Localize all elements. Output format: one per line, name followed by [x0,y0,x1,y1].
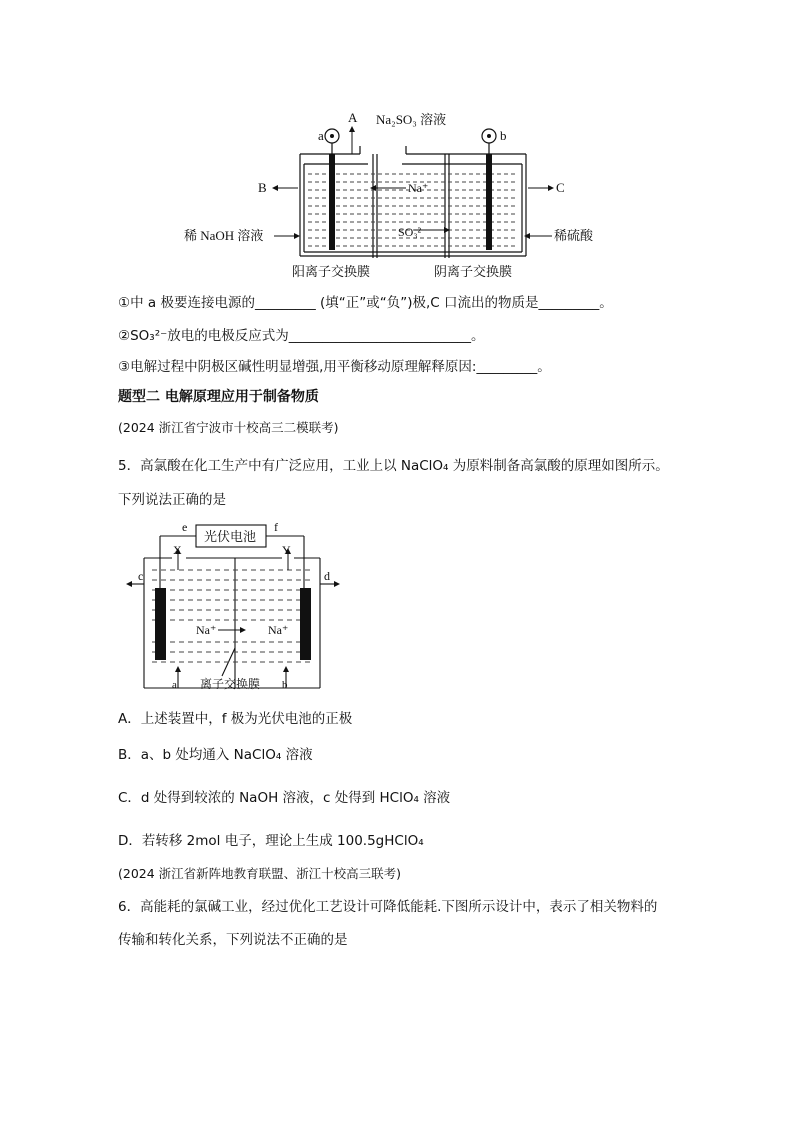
fig2-battery-label: 光伏电池 [204,529,257,544]
fig1-port-B: B [258,180,267,195]
section-title: 题型二 电解原理应用于制备物质 [118,389,319,405]
fig2-f-label: f [274,520,278,534]
fig2-d-label: d [324,569,330,583]
fig1-inlet-left: 稀 NaOH 溶液 [184,228,264,243]
fig1-port-C: C [556,180,565,195]
q6-stem-line1: 6．高能耗的氯碱工业，经过优化工艺设计可降低能耗.下图所示设计中，表示了相关物料的 [118,899,658,915]
electrolysis-figure-1 [180,108,594,288]
fig1-electrode-a: a [318,128,324,143]
fig2-membrane-label: 离子交换膜 [200,677,261,691]
fig2-na-left: Na⁺ [196,623,217,637]
electrolysis-figure-2 [122,518,346,696]
fig2-Y-label: Y [282,543,291,557]
sub-question-2: ②SO₃²⁻放电的电极反应式为___________________________。 [118,328,485,344]
sub-question-1: ①中 a 极要连接电源的_________ (填“正”或“负”)极,C 口流出的物质是_________。 [118,295,613,311]
q5-stem-line2: 下列说法正确的是 [118,492,226,508]
fig1-membrane-right: 阴离子交换膜 [434,264,513,279]
q5-option-d: D．若转移 2mol 电子，理论上生成 100.5gHClO₄ [118,833,424,849]
q5-option-b: B．a、b 处均通入 NaClO₄ 溶液 [118,747,313,763]
fig1-membrane-left: 阳离子交换膜 [292,264,371,279]
fig1-electrode-b: b [500,128,507,143]
fig1-ion-so3: SO₃²⁻ [398,225,428,239]
source-citation-2: (2024 浙江省新阵地教育联盟、浙江十校高三联考) [118,866,402,881]
q5-option-c: C．d 处得到较浓的 NaOH 溶液，c 处得到 HClO₄ 溶液 [118,790,451,806]
q6-stem-line2: 传输和转化关系，下列说法不正确的是 [118,932,348,948]
fig2-na-right: Na⁺ [268,623,289,637]
fig2-X-label: X [173,543,182,557]
fig1-inlet-right: 稀硫酸 [554,228,594,243]
q5-option-a: A．上述装置中，f 极为光伏电池的正极 [118,711,353,727]
fig1-top-label: Na₂SO₃ 溶液 [376,112,447,127]
sub-question-3: ③电解过程中阴极区碱性明显增强,用平衡移动原理解释原因:_________。 [118,359,551,375]
source-citation-1: (2024 浙江省宁波市十校高三二模联考) [118,420,339,435]
fig2-e-label: e [182,520,188,534]
fig1-ion-na: Na⁺ [408,181,429,195]
fig1-port-A: A [348,110,358,125]
fig2-a-label: a [172,679,177,691]
fig2-b-label: b [282,679,288,691]
fig2-c-label: c [138,569,144,583]
q5-stem-line1: 5．高氯酸在化工生产中有广泛应用，工业上以 NaClO₄ 为原料制备高氯酸的原理如图所示。 [118,458,669,474]
